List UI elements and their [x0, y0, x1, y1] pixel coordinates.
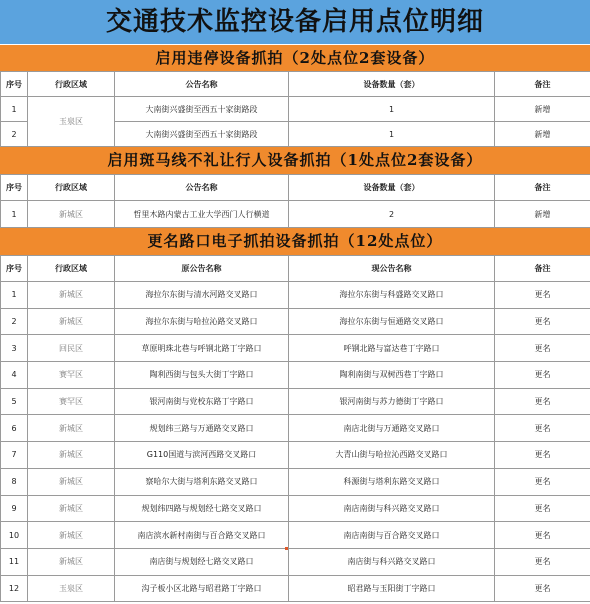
header-cell-qty: 设备数量（套） — [289, 175, 495, 201]
cell-new-name: 大青山街与哈拉沁西路交叉路口 — [289, 442, 495, 469]
cell-no: 8 — [1, 468, 28, 495]
table-header-row — [1, 256, 590, 282]
section-heading-renamed: 更名路口电子抓拍设备抓拍（12处点位） — [0, 228, 590, 255]
cell-district-merged: 玉泉区 — [28, 97, 115, 147]
cell-note: 新增 — [495, 122, 590, 147]
cell-note: 更名 — [495, 282, 590, 309]
table-illegal-parking — [0, 71, 590, 147]
cell-district: 回民区 — [28, 335, 115, 362]
table-row — [1, 415, 590, 442]
cell-new-name: 南店南街与科兴路交叉路口 — [289, 495, 495, 522]
table-header-row — [1, 175, 590, 201]
cell-old-name: 银河南街与党校东路丁字路口 — [115, 388, 289, 415]
table-row — [1, 548, 590, 575]
cell-note: 更名 — [495, 548, 590, 575]
header-cell-new-name: 现公告名称 — [289, 256, 495, 282]
cell-no: 2 — [1, 122, 28, 147]
cell-no: 6 — [1, 415, 28, 442]
cell-old-name: 南店街与规划经七路交叉路口 — [115, 548, 289, 575]
cell-note: 更名 — [495, 335, 590, 362]
cell-note: 更名 — [495, 522, 590, 549]
cell-no: 11 — [1, 548, 28, 575]
table-crosswalk — [0, 174, 590, 228]
page-title: 交通技术监控设备启用点位明细 — [0, 0, 590, 45]
cell-no: 1 — [1, 282, 28, 309]
header-cell-name: 公告名称 — [115, 72, 289, 97]
cell-new-name: 科源街与塔利东路交叉路口 — [289, 468, 495, 495]
cell-new-name: 南店北街与万通路交叉路口 — [289, 415, 495, 442]
cell-old-name: 陶利西街与包头大街丁字路口 — [115, 362, 289, 389]
header-cell-district: 行政区域 — [28, 175, 115, 201]
cell-name: 大南街兴盛街至西五十家街路段 — [115, 97, 289, 122]
cell-name: 哲里木路内蒙古工业大学西门人行横道 — [115, 201, 289, 228]
cell-old-name: 察哈尔大街与塔利东路交叉路口 — [115, 468, 289, 495]
cell-district: 新城区 — [28, 415, 115, 442]
cell-district: 新城区 — [28, 282, 115, 309]
cell-district: 新城区 — [28, 548, 115, 575]
cell-district: 赛罕区 — [28, 362, 115, 389]
header-cell-district: 行政区域 — [28, 72, 115, 97]
cell-old-name: 规划纬三路与万通路交叉路口 — [115, 415, 289, 442]
cell-no: 1 — [1, 201, 28, 228]
cell-no: 2 — [1, 308, 28, 335]
cell-old-name: G110国道与滨河西路交叉路口 — [115, 442, 289, 469]
cell-note: 更名 — [495, 415, 590, 442]
table-renamed — [0, 255, 590, 602]
header-cell-district: 行政区域 — [28, 256, 115, 282]
cell-new-name: 海拉尔东街与恒通路交叉路口 — [289, 308, 495, 335]
table-header-row — [1, 72, 590, 97]
cell-note: 更名 — [495, 442, 590, 469]
header-cell-name: 公告名称 — [115, 175, 289, 201]
cell-note: 更名 — [495, 308, 590, 335]
cell-old-name: 海拉尔东街与哈拉沁路交叉路口 — [115, 308, 289, 335]
table-row — [1, 201, 590, 228]
cell-district: 新城区 — [28, 308, 115, 335]
cell-old-name: 草原明珠北巷与呼钢北路丁字路口 — [115, 335, 289, 362]
cell-district: 新城区 — [28, 522, 115, 549]
header-cell-note: 备注 — [495, 72, 590, 97]
cell-no: 4 — [1, 362, 28, 389]
section-heading-crosswalk: 启用斑马线不礼让行人设备抓拍（1处点位2套设备） — [0, 147, 590, 174]
header-cell-note: 备注 — [495, 175, 590, 201]
cell-new-name: 海拉尔东街与科盛路交叉路口 — [289, 282, 495, 309]
cell-note: 更名 — [495, 495, 590, 522]
cell-note: 更名 — [495, 575, 590, 602]
cell-qty: 1 — [289, 122, 495, 147]
cell-district: 玉泉区 — [28, 575, 115, 602]
cell-note: 更名 — [495, 468, 590, 495]
cell-no: 12 — [1, 575, 28, 602]
cell-qty: 1 — [289, 97, 495, 122]
table-row — [1, 522, 590, 549]
table-row — [1, 468, 590, 495]
header-cell-old-name: 原公告名称 — [115, 256, 289, 282]
cell-note: 新增 — [495, 201, 590, 228]
table-row — [1, 442, 590, 469]
table-row — [1, 388, 590, 415]
header-cell-note: 备注 — [495, 256, 590, 282]
table-row — [1, 282, 590, 309]
header-cell-no: 序号 — [1, 175, 28, 201]
renamed-rows — [1, 282, 590, 602]
cell-note: 更名 — [495, 362, 590, 389]
cell-old-name: 沟子板小区北路与昭君路丁字路口 — [115, 575, 289, 602]
table-row — [1, 362, 590, 389]
cell-qty: 2 — [289, 201, 495, 228]
cell-no: 10 — [1, 522, 28, 549]
cell-no: 7 — [1, 442, 28, 469]
cell-no: 1 — [1, 97, 28, 122]
cell-new-name: 昭君路与玉阳街丁字路口 — [289, 575, 495, 602]
cell-new-name: 南店南街与百合路交叉路口 — [289, 522, 495, 549]
table-row — [1, 335, 590, 362]
cell-no: 3 — [1, 335, 28, 362]
cell-new-name: 陶利南街与双树西巷丁字路口 — [289, 362, 495, 389]
cell-district: 新城区 — [28, 495, 115, 522]
header-cell-qty: 设备数量（套） — [289, 72, 495, 97]
cell-no: 9 — [1, 495, 28, 522]
cell-old-name: 南店滨水新村南街与百合路交叉路口 — [115, 522, 289, 549]
cell-old-name: 海拉尔东街与清水河路交叉路口 — [115, 282, 289, 309]
cell-old-name: 规划纬四路与规划经七路交叉路口 — [115, 495, 289, 522]
cell-note: 新增 — [495, 97, 590, 122]
cell-new-name: 呼钢北路与富达巷丁字路口 — [289, 335, 495, 362]
orange-mark — [285, 547, 288, 550]
cell-district: 新城区 — [28, 468, 115, 495]
table-row — [1, 97, 590, 122]
cell-district: 赛罕区 — [28, 388, 115, 415]
section-heading-illegal-parking: 启用违停设备抓拍（2处点位2套设备） — [0, 45, 590, 71]
cell-no: 5 — [1, 388, 28, 415]
table-row — [1, 308, 590, 335]
cell-new-name: 银河南街与苏力德街丁字路口 — [289, 388, 495, 415]
cell-note: 更名 — [495, 388, 590, 415]
table-row — [1, 495, 590, 522]
cell-name: 大南街兴盛街至西五十家街路段 — [115, 122, 289, 147]
cell-district: 新城区 — [28, 442, 115, 469]
header-cell-no: 序号 — [1, 72, 28, 97]
header-cell-no: 序号 — [1, 256, 28, 282]
cell-new-name: 南店街与科兴路交叉路口 — [289, 548, 495, 575]
table-row — [1, 575, 590, 602]
cell-district: 新城区 — [28, 201, 115, 228]
